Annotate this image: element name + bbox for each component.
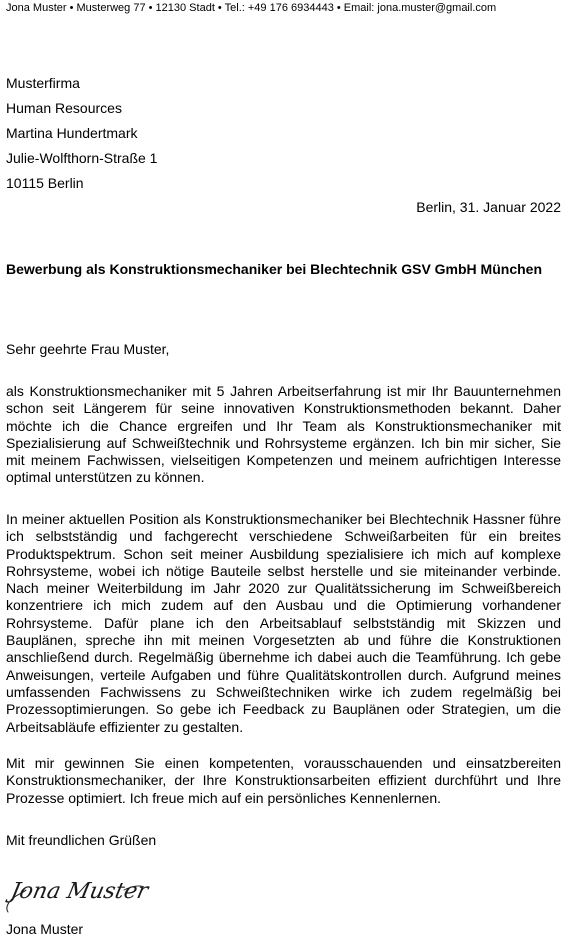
signature-text: Jona Muster bbox=[8, 878, 151, 904]
handwritten-signature bbox=[2, 868, 152, 916]
recipient-address-block bbox=[6, 71, 157, 196]
salutation: Sehr geehrte Frau Muster, bbox=[6, 341, 170, 357]
body-paragraph: In meiner aktuellen Position als Konstruktionsmechaniker bei Blechtechnik Hassner führe ich selbstständig und fachgerecht verschiedene Schweißarbeiten für ein breites Produktspektrum. Schon seit meiner Ausbildung spezialisiere ich mich auf komplexe Rohrsysteme, wobei ich nötige Bauteile selbst herstelle und sie miteinander verbinde. Nach meiner Weiterbildung im Jahr 2020 zur Qualitätssicherung im Schweißbereich konzentriere ich mich zudem auf den Ausbau und die Optimierung vorhandener Rohrsysteme. Dafür plane ich den Arbeitsablauf selbstständig mit Skizzen und Bauplänen, spreche ihn mit meinen Vorgesetzten ab und führe die Konstruktionen anschließend durch. Regelmäßig übernehme ich dabei auch die Teamführung. Ich gebe Anweisungen, verteile Aufgaben und führe Qualitätskontrollen durch. Aufgrund meines umfassenden Fachwissens zu Schweißtechniken wirke ich zudem regelmäßig bei Prozessoptimierungen. So gebe ich Feedback zu Bauplänen oder Strategien, um die Arbeitsabläufe effizienter zu gestalten. bbox=[6, 511, 561, 735]
letter-subject: Bewerbung als Konstruktionsmechaniker bei Blechtechnik GSV GmbH München bbox=[6, 261, 542, 277]
body-paragraph: Mit mir gewinnen Sie einen kompetenten, vorausschauenden und einsatzbereiten Konstruktionsmechaniker, der Ihre Konstruktionsarbeiten effizient durchführt und Ihre Prozesse optimiert. Ich freue mich auf ein persönliches Kennenlernen. bbox=[6, 755, 561, 806]
recipient-department: Human Resources bbox=[6, 100, 122, 116]
recipient-company: Musterfirma bbox=[6, 75, 80, 91]
closing-phrase: Mit freundlichen Grüßen bbox=[6, 832, 157, 848]
body-paragraph: als Konstruktionsmechaniker mit 5 Jahren Arbeitserfahrung ist mir Ihr Bauunternehmen schon seit Längerem für seine innovativen Konstruktionsmethoden bekannt. Daher möchte ich die Chance ergreifen und Ihr Team als Konstruktionsmechaniker mit Spezialisierung auf Schweißtechnik und Rohrsysteme ergänzen. Ich bin mir sicher, Sie mit meinem Fachwissen, vielseitigen Kompetenzen und meinem aufrichtigen Interesse optimal unterstützen zu können. bbox=[6, 383, 561, 486]
recipient-contact: Martina Hundertmark bbox=[6, 125, 138, 141]
recipient-street: Julie-Wolfthorn-Straße 1 bbox=[6, 150, 158, 166]
recipient-city: 10115 Berlin bbox=[6, 175, 84, 191]
signer-name: Jona Muster bbox=[6, 921, 84, 937]
letter-date: Berlin, 31. Januar 2022 bbox=[416, 199, 561, 215]
sender-contact-line: Jona Muster • Musterweg 77 • 12130 Stadt • Tel.: +49 176 6934443 • Email: jona.muster@gmail.com bbox=[6, 2, 497, 14]
